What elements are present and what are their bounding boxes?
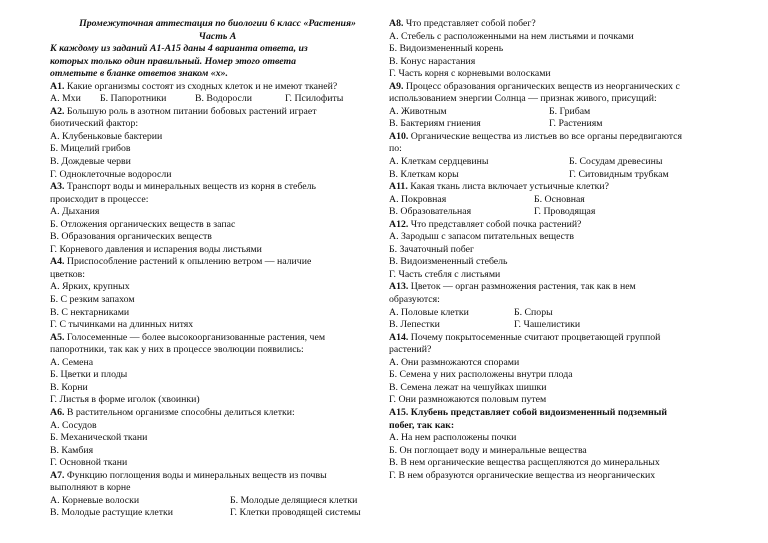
question-text: Что представляет собой почка растений?	[408, 218, 582, 230]
question-number: А7.	[50, 469, 65, 481]
question-text: Большую роль в азотном питании бобовых растений играет	[64, 105, 317, 117]
answer-option: А. На нем расположены почки	[389, 432, 517, 444]
instruction-line: К каждому из заданий А1-А15 даны 4 варианта ответа, из	[50, 43, 308, 55]
answer-option: Г. С тычинками на длинных нитях	[50, 319, 194, 331]
answer-row	[389, 169, 724, 182]
answer-option: А. Ярких, крупных	[50, 281, 130, 293]
answer-option: Б. Папоротники	[100, 93, 167, 105]
answer-option: Б. Мицелий грибов	[50, 143, 131, 155]
answer-option: Б. Он поглощает воду и минеральные вещества	[389, 444, 587, 456]
answer-row	[50, 93, 385, 106]
part-label: Часть А	[198, 30, 237, 42]
question-number: А2.	[50, 105, 65, 117]
answer-option: Г. Ситовидным трубкам	[569, 168, 669, 180]
answer-option: А. Покровная	[389, 193, 447, 205]
answer-option: В. Образовательная	[389, 206, 472, 218]
answer-option: В. Бактериям гниения	[389, 118, 481, 130]
question-text: папоротники, так как у них в процессе эволюции появились:	[50, 344, 304, 356]
answer-row	[389, 106, 724, 119]
question-a15	[389, 407, 724, 420]
answer-option: Б. Споры	[514, 306, 553, 318]
question-text: происходит в процессе:	[50, 193, 149, 205]
question-text: биотический фактор:	[50, 118, 139, 130]
question-text: Органические вещества из листьев во все органы передвигаются	[408, 130, 683, 142]
answer-option: Г. Часть корня с корневыми волосками	[389, 68, 551, 80]
answer-option: А. Клубеньковые бактерии	[50, 130, 163, 142]
question-text: Что представляет собой побег?	[403, 18, 536, 29]
answer-option: В. Лепестки	[389, 319, 440, 331]
answer-option: А. Стебель с расположенными на нем листьями и почками	[389, 30, 634, 42]
left-column	[50, 18, 385, 520]
answer-option: В. Клеткам коры	[389, 168, 459, 180]
question-number: А8.	[389, 18, 404, 29]
answer-option: Б. С резким запахом	[50, 294, 135, 306]
answer-option: Б. Сосудам древесины	[569, 156, 663, 168]
answer-option: Г. Растениям	[549, 118, 603, 130]
instruction-line: которых только один правильный. Номер этого ответа	[50, 55, 296, 67]
question-number: А12.	[389, 218, 409, 230]
answer-option: А. Семена	[50, 356, 94, 368]
answer-option: Б. Механической ткани	[50, 432, 148, 444]
answer-option: В. Образования органических веществ	[50, 231, 212, 243]
question-number: А11.	[389, 181, 408, 193]
question-number: А4.	[50, 256, 65, 268]
question-a14	[389, 332, 724, 345]
answer-option: Г. Корневого давления и испарения воды листьями	[50, 243, 262, 255]
answer-option: Г. Проводящая	[534, 206, 596, 218]
page-title: Промежуточная аттестация по биологии 6 класс «Растения»	[79, 18, 356, 29]
answer-option: В. Дождевые черви	[50, 156, 131, 168]
question-text: растений?	[389, 344, 432, 356]
answer-option: В. Водоросли	[195, 93, 252, 105]
answer-option: Б. Грибам	[549, 105, 591, 117]
answer-option: Б. Основная	[534, 193, 585, 205]
answer-option: А. Корневые волоски	[50, 494, 140, 506]
answer-option: Г. Клетки проводящей системы	[230, 507, 361, 519]
answer-option: Г. Они размножаются половым путем	[389, 394, 547, 406]
answer-option: Б. Видоизмененный корень	[389, 43, 504, 55]
answer-option: А. Клеткам сердцевины	[389, 156, 489, 168]
answer-option: А. Мхи	[50, 93, 81, 105]
answer-option: Г. Псилофиты	[285, 93, 344, 105]
answer-option: Б. Зачаточный побег	[389, 243, 475, 255]
question-text: Какая ткань листа включает устьичные клетки?	[407, 181, 609, 193]
answer-option: Б. Молодые делящиеся клетки	[230, 494, 358, 506]
answer-option: Б. Отложения органических веществ в запас	[50, 218, 236, 230]
instruction-line: отметьте в бланке ответов знаком «х».	[50, 68, 228, 80]
question-a12	[389, 219, 724, 232]
answer-option: Г. Одноклеточные водоросли	[50, 168, 172, 180]
answer-row	[389, 307, 724, 320]
question-number: А9.	[389, 80, 404, 92]
answer-option: В. Молодые растущие клетки	[50, 507, 174, 519]
question-text: Какие организмы состоят из сходных клеток и не имеют тканей?	[64, 80, 338, 92]
answer-option: В. В нем органические вещества расщепляются до минеральных	[389, 457, 660, 469]
question-number: А6.	[50, 406, 65, 418]
answer-row	[389, 194, 724, 207]
answer-row	[50, 495, 385, 508]
question-text: В растительном организме способны делиться клетки:	[64, 406, 295, 418]
answer-option: А. Животным	[389, 105, 447, 117]
answer-option: Г. Листья в форме иголок (хвоинки)	[50, 394, 200, 406]
answer-option: Г. Часть стебля с листьями	[389, 268, 501, 280]
answer-option: А. Зародыш с запасом питательных веществ	[389, 231, 574, 243]
answer-option: В. Видоизмененный стебель	[389, 256, 508, 268]
answer-option: В. Камбия	[50, 444, 94, 456]
question-text: Процесс образования органических веществ из неорганических с	[403, 80, 680, 92]
question-text: образуются:	[389, 294, 440, 306]
answer-option: Б. Цветки и плоды	[50, 369, 128, 381]
question-a6	[50, 407, 385, 420]
question-a4	[50, 256, 385, 269]
answer-option: А. Они размножаются спорами	[389, 356, 520, 368]
question-a2	[50, 106, 385, 119]
question-text: Приспособление растений к опылению ветром — наличие	[64, 256, 312, 268]
answer-option: В. Корни	[50, 381, 88, 393]
question-a13	[389, 281, 724, 294]
question-a7	[50, 470, 385, 483]
answer-option: Б. Семена у них расположены внутри плода	[389, 369, 573, 381]
answer-option: Г. Чашелистики	[514, 319, 581, 331]
question-number: А1.	[50, 80, 65, 92]
answer-option: А. Дыхания	[50, 206, 100, 218]
answer-option: А. Сосудов	[50, 419, 97, 431]
question-text: Транспорт воды и минеральных веществ из корня в стебель	[64, 181, 316, 193]
question-a5	[50, 332, 385, 345]
question-text: побег, так как:	[389, 419, 455, 431]
answer-option: Г. В нем образуются органические вещества из неорганических	[389, 469, 656, 481]
question-number: А13.	[389, 281, 409, 293]
answer-option: В. Конус нарастания	[389, 55, 476, 67]
question-number: А15.	[389, 406, 409, 418]
question-a10	[389, 131, 724, 144]
question-text: по:	[389, 143, 402, 155]
answer-option: Г. Основной ткани	[50, 457, 128, 469]
question-a1	[50, 81, 385, 94]
question-text: цветков:	[50, 268, 85, 280]
question-number: А5.	[50, 331, 65, 343]
question-number: А14.	[389, 331, 409, 343]
question-a3	[50, 181, 385, 194]
answer-row	[389, 206, 724, 219]
question-a11	[389, 181, 724, 194]
question-text: Клубень представляет собой видоизмененный подземный	[408, 406, 668, 418]
question-number: А10.	[389, 130, 409, 142]
question-a8	[389, 18, 724, 31]
answer-option: А. Половые клетки	[389, 306, 469, 318]
question-text: Цветок — орган размножения растения, так как в нем	[408, 281, 636, 293]
question-text: выполняют в корне	[50, 482, 131, 494]
question-text: Функцию поглощения воды и минеральных веществ из почвы	[64, 469, 327, 481]
answer-row	[389, 156, 724, 169]
answer-row	[50, 507, 385, 520]
right-column	[389, 18, 724, 482]
question-text: Почему покрытосеменные считают процветающей группой	[408, 331, 661, 343]
question-text: использованием энергии Солнца — признак живого, присущий:	[389, 93, 657, 105]
answer-row	[389, 118, 724, 131]
question-number: А3.	[50, 181, 65, 193]
answer-option: В. С нектарниками	[50, 306, 130, 318]
question-text: Голосеменные — более высокоорганизованные растения, чем	[64, 331, 326, 343]
answer-row	[389, 319, 724, 332]
answer-option: В. Семена лежат на чешуйках шишки	[389, 381, 547, 393]
question-a9	[389, 81, 724, 94]
